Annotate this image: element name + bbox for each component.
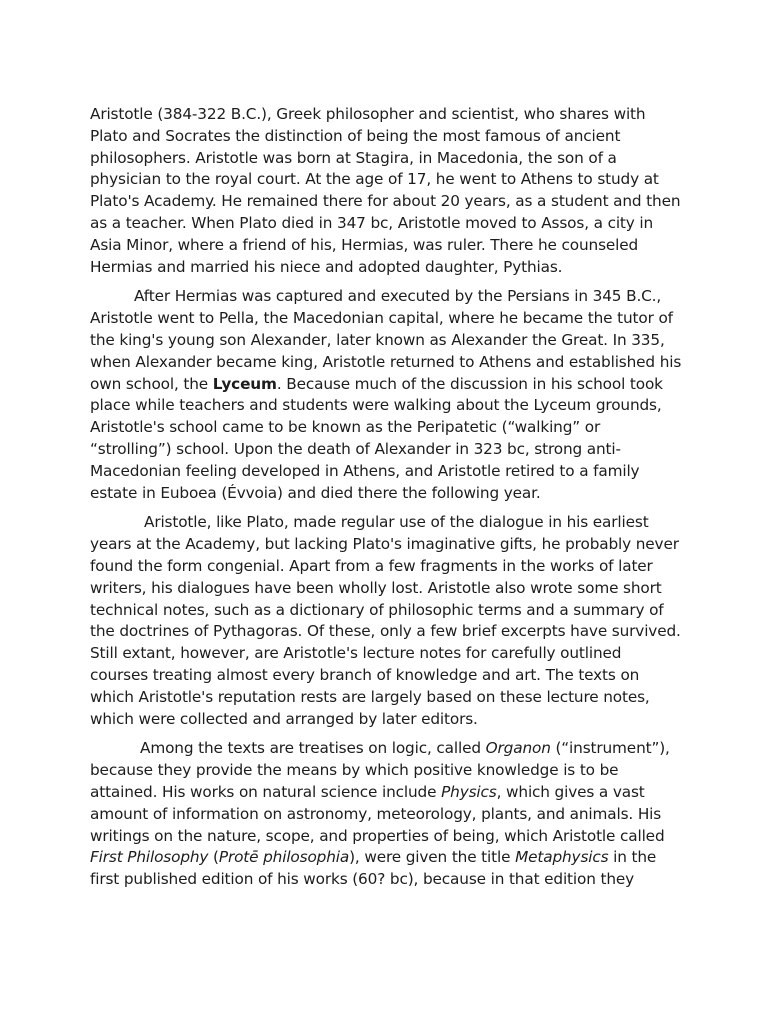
paragraph-2-text-a: After Hermias was captured and executed by the Persians in 345 B.C., Aristotle went to Pella, the Macedonian capital, where he became the tutor of the king's young son Alexander, later known as Alexander the Great. In 335, when Alexander became king, Aristotle returned to Athens and established his own school, the xyxy=(90,287,682,393)
first-philosophy-title: First Philosophy xyxy=(90,848,209,867)
p4-text-2: (“instrument”), because they provide the means by which positive knowledge is to be attained. His works on natural science include xyxy=(90,739,670,801)
p4-text-5: ), were given the title xyxy=(349,848,516,867)
paragraph-1: Aristotle (384-322 B.C.), Greek philosopher and scientist, who shares with Plato and Socrates the distinction of being the most famous of ancient philosophers. Aristotle was born at Stagira, in Macedonia, the son of a physician to the royal court. At the age of 17, he went to Athens to study at Plato's Academy. He remained there for about 20 years, as a student and then as a teacher. When Plato died in 347 bc, Aristotle moved to Assos, a city in Asia Minor, where a friend of his, Hermias, was ruler. There he counseled Hermias and married his niece and adopted daughter, Pythias. xyxy=(90,105,681,276)
lyceum-term: Lyceum xyxy=(212,374,277,393)
prote-philosophia-title: Protē philosophia xyxy=(218,848,350,867)
p4-text-4: ( xyxy=(208,848,219,867)
paragraph-2-text-b: . Because much of the discussion in his school took place while teachers and students were walking about the Lyceum grounds, Aristotle's school came to be known as the Peripatetic (“walking” or “strolling”) school. Upon the death of Alexander in 323 bc, strong anti-Macedonian feeling developed in Athens, and Aristotle retired to a family estate in Euboea (Évvoia) and died there the following year. xyxy=(90,374,663,502)
paragraph-2 xyxy=(90,286,682,504)
physics-title: Physics xyxy=(441,782,497,801)
p4-text-6: in the first published edition of his works (60? bc), because in that edition they xyxy=(90,848,657,889)
organon-title: Organon xyxy=(485,739,551,758)
document-page xyxy=(90,104,682,899)
p4-text-3: , which gives a vast amount of information on astronomy, meteorology, plants, and animals. His writings on the nature, scope, and properties of being, which Aristotle called xyxy=(90,782,665,845)
paragraph-3: Aristotle, like Plato, made regular use of the dialogue in his earliest years at the Academy, but lacking Plato's imaginative gifts, he probably never found the form congenial. Apart from a few fragments in the works of later writers, his dialogues have been wholly lost. Aristotle also wrote some short technical notes, such as a dictionary of philosophic terms and a summary of the doctrines of Pythagoras. Of these, only a few brief excerpts have survived. Still extant, however, are Aristotle's lecture notes for carefully outlined courses treating almost every branch of knowledge and art. The texts on which Aristotle's reputation rests are largely based on these lecture notes, which were collected and arranged by later editors. xyxy=(90,513,681,728)
metaphysics-title: Metaphysics xyxy=(515,848,609,867)
paragraph-4 xyxy=(90,738,682,891)
p4-text-1: Among the texts are treatises on logic, called xyxy=(140,739,486,758)
